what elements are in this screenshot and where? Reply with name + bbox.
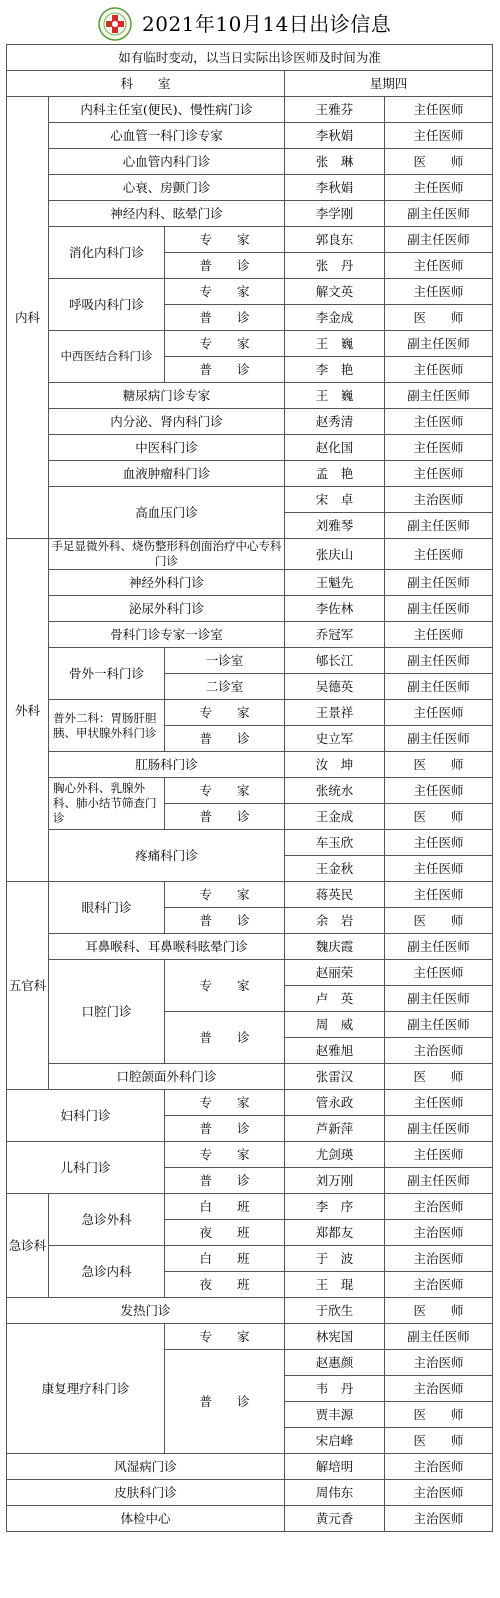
doctor-name: 孟 艳 [285, 461, 385, 487]
doctor-name: 尤剑瑛 [285, 1142, 385, 1168]
doctor-title: 副主任医师 [385, 674, 493, 700]
doctor-title: 主任医师 [385, 279, 493, 305]
table-row [7, 596, 493, 622]
doctor-name: 汝 坤 [285, 752, 385, 778]
doctor-name: 乔冠军 [285, 622, 385, 648]
doctor-name: 蒋英民 [285, 882, 385, 908]
doctor-title: 主治医师 [385, 1376, 493, 1402]
visit-type: 专 家 [165, 331, 285, 357]
doctor-title: 主任医师 [385, 175, 493, 201]
doctor-title: 主任医师 [385, 1090, 493, 1116]
doctor-title: 主任医师 [385, 357, 493, 383]
department-name: 急诊外科 [49, 1194, 165, 1246]
doctor-title: 主任医师 [385, 123, 493, 149]
table-row [7, 1298, 493, 1324]
visit-type: 专 家 [165, 700, 285, 726]
doctor-name: 于欣生 [285, 1298, 385, 1324]
doctor-name: 赵惠颜 [285, 1350, 385, 1376]
doctor-title: 主治医师 [385, 1350, 493, 1376]
doctor-title: 副主任医师 [385, 1116, 493, 1142]
department-name: 肛肠科门诊 [49, 752, 285, 778]
doctor-title: 主任医师 [385, 830, 493, 856]
department-name: 体检中心 [7, 1506, 285, 1532]
visit-type: 二诊室 [165, 674, 285, 700]
table-row [7, 331, 493, 357]
department-name: 口腔颌面外科门诊 [49, 1064, 285, 1090]
doctor-name: 张 丹 [285, 253, 385, 279]
doctor-title: 主任医师 [385, 435, 493, 461]
visit-type: 专 家 [165, 227, 285, 253]
doctor-name: 李金成 [285, 305, 385, 331]
visit-type: 白 班 [165, 1246, 285, 1272]
doctor-title: 副主任医师 [385, 1168, 493, 1194]
department-name: 神经内科、眩晕门诊 [49, 201, 285, 227]
doctor-name: 芦新萍 [285, 1116, 385, 1142]
department-name: 泌尿外科门诊 [49, 596, 285, 622]
doctor-title: 医 师 [385, 1428, 493, 1454]
doctor-name: 刘雅琴 [285, 513, 385, 539]
department-name: 心衰、房颤门诊 [49, 175, 285, 201]
notice-text: 如有临时变动，以当日实际出诊医师及时间为准 [7, 45, 493, 71]
doctor-name: 贾丰源 [285, 1402, 385, 1428]
visit-type: 一诊室 [165, 648, 285, 674]
table-row [7, 960, 493, 986]
doctor-name: 吴德英 [285, 674, 385, 700]
doctor-name: 卢 英 [285, 986, 385, 1012]
doctor-title: 医 师 [385, 752, 493, 778]
doctor-name: 刘万刚 [285, 1168, 385, 1194]
doctor-title: 主任医师 [385, 700, 493, 726]
department-name: 眼科门诊 [49, 882, 165, 934]
visit-type: 白 班 [165, 1194, 285, 1220]
doctor-title: 主任医师 [385, 97, 493, 123]
doctor-name: 周伟东 [285, 1480, 385, 1506]
table-row [7, 752, 493, 778]
visit-type: 专 家 [165, 960, 285, 1012]
doctor-title: 医 师 [385, 1298, 493, 1324]
doctor-name: 赵化国 [285, 435, 385, 461]
department-name: 心血管内科门诊 [49, 149, 285, 175]
doctor-name: 林宪国 [285, 1324, 385, 1350]
department-name: 内科主任室(便民)、慢性病门诊 [49, 97, 285, 123]
table-row [7, 1506, 493, 1532]
table-row [7, 1064, 493, 1090]
table-row [7, 778, 493, 804]
group-label: 内科 [7, 97, 49, 539]
department-name: 消化内科门诊 [49, 227, 165, 279]
table-row [7, 123, 493, 149]
doctor-name: 李秋娟 [285, 175, 385, 201]
visit-type: 普 诊 [165, 1116, 285, 1142]
doctor-name: 史立军 [285, 726, 385, 752]
table-row [7, 383, 493, 409]
doctor-name: 王 巍 [285, 383, 385, 409]
doctor-title: 主任医师 [385, 778, 493, 804]
table-row [7, 1246, 493, 1272]
doctor-title: 主治医师 [385, 1220, 493, 1246]
doctor-title: 副主任医师 [385, 726, 493, 752]
doctor-title: 副主任医师 [385, 513, 493, 539]
department-name: 儿科门诊 [7, 1142, 165, 1194]
table-row [7, 461, 493, 487]
doctor-name: 赵秀清 [285, 409, 385, 435]
doctor-name: 王雅芬 [285, 97, 385, 123]
doctor-title: 副主任医师 [385, 383, 493, 409]
doctor-title: 副主任医师 [385, 227, 493, 253]
department-name: 高血压门诊 [49, 487, 285, 539]
table-row [7, 622, 493, 648]
doctor-title: 主治医师 [385, 1038, 493, 1064]
department-name: 血液肿瘤科门诊 [49, 461, 285, 487]
visit-type: 专 家 [165, 882, 285, 908]
doctor-name: 赵雅旭 [285, 1038, 385, 1064]
table-row [7, 279, 493, 305]
department-name: 中西医结合科门诊 [49, 331, 165, 383]
visit-type: 普 诊 [165, 726, 285, 752]
doctor-name: 王金秋 [285, 856, 385, 882]
doctor-title: 主任医师 [385, 539, 493, 570]
table-row [7, 648, 493, 674]
table-row [7, 97, 493, 123]
doctor-name: 王景祥 [285, 700, 385, 726]
hospital-logo-icon [98, 7, 132, 41]
visit-type: 专 家 [165, 1324, 285, 1350]
doctor-title: 主任医师 [385, 856, 493, 882]
department-name: 呼吸内科门诊 [49, 279, 165, 331]
table-row [7, 700, 493, 726]
visit-type: 专 家 [165, 1142, 285, 1168]
department-name: 耳鼻喉科、耳鼻喉科眩晕门诊 [49, 934, 285, 960]
doctor-title: 主治医师 [385, 1480, 493, 1506]
header [6, 4, 492, 42]
visit-type: 普 诊 [165, 253, 285, 279]
doctor-name: 宋 卓 [285, 487, 385, 513]
doctor-title: 副主任医师 [385, 596, 493, 622]
department-name: 内分泌、肾内科门诊 [49, 409, 285, 435]
department-name: 骨科门诊专家一诊室 [49, 622, 285, 648]
doctor-name: 管永政 [285, 1090, 385, 1116]
doctor-title: 主任医师 [385, 882, 493, 908]
table-row [7, 539, 493, 570]
department-name: 发热门诊 [7, 1298, 285, 1324]
visit-type: 普 诊 [165, 908, 285, 934]
doctor-name: 王金成 [285, 804, 385, 830]
table-row [7, 1142, 493, 1168]
header-row [7, 71, 493, 97]
department-name: 妇科门诊 [7, 1090, 165, 1142]
doctor-name: 周 威 [285, 1012, 385, 1038]
doctor-name: 王 琨 [285, 1272, 385, 1298]
table-row [7, 1454, 493, 1480]
department-name: 神经外科门诊 [49, 570, 285, 596]
doctor-name: 余 岩 [285, 908, 385, 934]
doctor-title: 副主任医师 [385, 201, 493, 227]
table-row [7, 435, 493, 461]
visit-type: 普 诊 [165, 1168, 285, 1194]
day-header: 星期四 [285, 71, 493, 97]
table-row [7, 487, 493, 513]
group-label: 五官科 [7, 882, 49, 1090]
doctor-name: 张雷汉 [285, 1064, 385, 1090]
visit-type: 夜 班 [165, 1272, 285, 1298]
doctor-title: 主任医师 [385, 622, 493, 648]
doctor-name: 魏庆霞 [285, 934, 385, 960]
table-row [7, 409, 493, 435]
doctor-title: 副主任医师 [385, 331, 493, 357]
doctor-title: 副主任医师 [385, 986, 493, 1012]
department-name: 普外二科：胃肠肝胆胰、甲状腺外科门诊 [49, 700, 165, 752]
table-row [7, 1090, 493, 1116]
doctor-title: 主治医师 [385, 487, 493, 513]
doctor-name: 黄元香 [285, 1506, 385, 1532]
table-row [7, 1194, 493, 1220]
doctor-title: 主治医师 [385, 1506, 493, 1532]
doctor-title: 主治医师 [385, 1454, 493, 1480]
doctor-name: 李 艳 [285, 357, 385, 383]
table-row [7, 201, 493, 227]
doctor-title: 主任医师 [385, 461, 493, 487]
doctor-title: 主治医师 [385, 1194, 493, 1220]
doctor-title: 副主任医师 [385, 570, 493, 596]
doctor-title: 医 师 [385, 804, 493, 830]
visit-type: 普 诊 [165, 305, 285, 331]
table-row [7, 882, 493, 908]
department-header: 科 室 [7, 71, 285, 97]
doctor-name: 王魁先 [285, 570, 385, 596]
doctor-title: 主任医师 [385, 1142, 493, 1168]
department-name: 骨外一科门诊 [49, 648, 165, 700]
doctor-name: 李 序 [285, 1194, 385, 1220]
visit-type: 专 家 [165, 1090, 285, 1116]
table-row [7, 175, 493, 201]
table-row [7, 1480, 493, 1506]
group-label: 外科 [7, 539, 49, 882]
department-name: 心血管一科门诊专家 [49, 123, 285, 149]
table-row [7, 934, 493, 960]
doctor-name: 解培明 [285, 1454, 385, 1480]
notice-row [7, 45, 493, 71]
doctor-name: 车玉欣 [285, 830, 385, 856]
doctor-title: 主任医师 [385, 409, 493, 435]
visit-type: 普 诊 [165, 804, 285, 830]
doctor-title: 医 师 [385, 305, 493, 331]
doctor-title: 主任医师 [385, 960, 493, 986]
doctor-name: 李秋娟 [285, 123, 385, 149]
table-row [7, 570, 493, 596]
visit-type: 专 家 [165, 778, 285, 804]
department-name: 中医科门诊 [49, 435, 285, 461]
doctor-name: 赵丽荣 [285, 960, 385, 986]
doctor-title: 医 师 [385, 1064, 493, 1090]
department-name: 急诊内科 [49, 1246, 165, 1298]
department-name: 糖尿病门诊专家 [49, 383, 285, 409]
doctor-title: 副主任医师 [385, 1012, 493, 1038]
department-name: 风湿病门诊 [7, 1454, 285, 1480]
department-name: 手足显微外科、烧伤整形科创面治疗中心专科门诊 [49, 539, 285, 570]
doctor-name: 宋启峰 [285, 1428, 385, 1454]
table-row [7, 830, 493, 856]
department-name: 康复理疗科门诊 [7, 1324, 165, 1454]
table-row [7, 1324, 493, 1350]
department-name: 皮肤科门诊 [7, 1480, 285, 1506]
doctor-title: 医 师 [385, 1402, 493, 1428]
department-name: 胸心外科、乳腺外科、肺小结节筛查门诊 [49, 778, 165, 830]
department-name: 口腔门诊 [49, 960, 165, 1064]
doctor-name: 郭良东 [285, 227, 385, 253]
doctor-name: 张 琳 [285, 149, 385, 175]
schedule-table [6, 44, 493, 1532]
doctor-name: 李佐林 [285, 596, 385, 622]
doctor-name: 李学刚 [285, 201, 385, 227]
doctor-name: 解文英 [285, 279, 385, 305]
doctor-name: 韦 丹 [285, 1376, 385, 1402]
visit-type: 普 诊 [165, 357, 285, 383]
page-title: 2021年10月14日出诊信息 [142, 12, 392, 36]
doctor-title: 医 师 [385, 149, 493, 175]
doctor-title: 副主任医师 [385, 934, 493, 960]
doctor-title: 主治医师 [385, 1246, 493, 1272]
table-row [7, 227, 493, 253]
doctor-name: 郑都友 [285, 1220, 385, 1246]
doctor-title: 副主任医师 [385, 648, 493, 674]
group-label: 急诊科 [7, 1194, 49, 1298]
visit-type: 普 诊 [165, 1350, 285, 1454]
doctor-name: 郇长江 [285, 648, 385, 674]
doctor-name: 张庆山 [285, 539, 385, 570]
doctor-title: 副主任医师 [385, 1324, 493, 1350]
doctor-name: 于 波 [285, 1246, 385, 1272]
doctor-title: 医 师 [385, 908, 493, 934]
department-name: 疼痛科门诊 [49, 830, 285, 882]
doctor-title: 主治医师 [385, 1272, 493, 1298]
visit-type: 专 家 [165, 279, 285, 305]
doctor-name: 王 巍 [285, 331, 385, 357]
doctor-name: 张统水 [285, 778, 385, 804]
visit-type: 夜 班 [165, 1220, 285, 1246]
table-row [7, 149, 493, 175]
visit-type: 普 诊 [165, 1012, 285, 1064]
doctor-title: 主任医师 [385, 253, 493, 279]
